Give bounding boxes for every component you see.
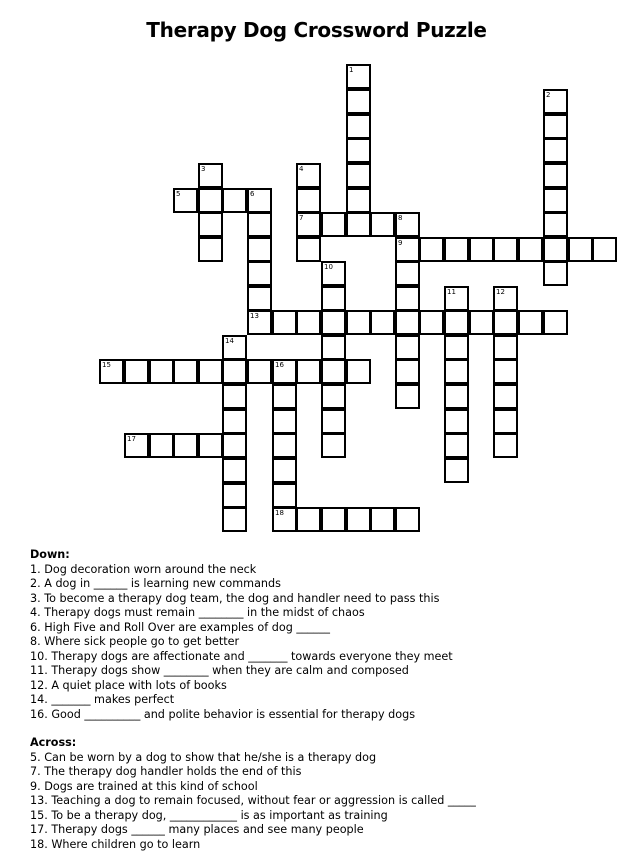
grid-cell[interactable] <box>419 237 444 262</box>
grid-cell[interactable] <box>272 433 297 458</box>
grid-cell[interactable] <box>296 310 321 335</box>
across-clues-list <box>30 751 620 853</box>
down-heading: Down: <box>30 548 70 561</box>
clue-number: 12 <box>496 288 505 296</box>
clue-number: 1 <box>349 66 354 74</box>
grid-cell[interactable] <box>543 212 568 237</box>
grid-cell[interactable] <box>321 212 346 237</box>
grid-cell[interactable] <box>149 433 174 458</box>
clue-number: 17 <box>127 435 136 443</box>
grid-cell[interactable] <box>444 310 469 335</box>
down-clue: 3. To become a therapy dog team, the dog and handler need to pass this <box>30 591 440 605</box>
down-clue: 6. High Five and Roll Over are examples of dog ______ <box>30 620 330 634</box>
grid-cell[interactable] <box>592 237 617 262</box>
grid-cell[interactable] <box>296 237 321 262</box>
grid-cell[interactable] <box>346 507 371 532</box>
grid-cell[interactable] <box>346 114 371 139</box>
clue-number: 6 <box>250 190 255 198</box>
grid-cell[interactable] <box>370 507 395 532</box>
grid-cell[interactable] <box>543 237 568 262</box>
across-clue: 9. Dogs are trained at this kind of school <box>30 779 258 793</box>
grid-cell[interactable] <box>296 188 321 213</box>
grid-cell[interactable] <box>124 359 149 384</box>
grid-cell[interactable] <box>272 458 297 483</box>
clue-number: 14 <box>225 337 234 345</box>
down-clue: 16. Good __________ and polite behavior is essential for therapy dogs <box>30 707 416 721</box>
clue-number: 7 <box>299 214 304 222</box>
down-clue: 11. Therapy dogs show ________ when they are calm and composed <box>30 664 409 677</box>
grid-cell[interactable] <box>321 335 346 360</box>
grid-cell[interactable] <box>346 163 371 188</box>
grid-cell[interactable] <box>444 409 469 434</box>
grid-cell[interactable] <box>247 212 272 237</box>
grid-cell[interactable] <box>321 310 346 335</box>
grid-cell[interactable] <box>518 310 543 335</box>
grid-cell[interactable] <box>444 458 469 483</box>
down-clue: 10. Therapy dogs are affectionate and _______ towards everyone they meet <box>30 649 453 663</box>
grid-cell[interactable] <box>321 359 346 384</box>
grid-cell[interactable] <box>321 409 346 434</box>
grid-cell[interactable] <box>321 286 346 311</box>
grid-cell[interactable] <box>568 237 593 262</box>
grid-cell[interactable] <box>272 310 297 335</box>
grid-cell[interactable] <box>543 188 568 213</box>
grid-cell[interactable] <box>198 188 223 213</box>
down-clue: 14. _______ makes perfect <box>30 693 175 706</box>
clues-spacer <box>30 722 620 736</box>
grid-cell[interactable] <box>321 507 346 532</box>
clue-number: 5 <box>176 190 181 198</box>
grid-cell[interactable] <box>469 310 494 335</box>
grid-cell[interactable] <box>222 458 247 483</box>
grid-cell[interactable] <box>173 433 198 458</box>
grid-cell[interactable] <box>543 138 568 163</box>
grid-cell[interactable] <box>395 384 420 409</box>
grid-cell[interactable] <box>395 310 420 335</box>
grid-cell[interactable] <box>346 359 371 384</box>
grid-cell[interactable] <box>444 433 469 458</box>
grid-cell[interactable] <box>346 310 371 335</box>
clues-section <box>30 548 620 852</box>
grid-cell[interactable] <box>444 384 469 409</box>
clue-number: 15 <box>102 361 111 369</box>
grid-cell[interactable] <box>198 359 223 384</box>
grid-cell[interactable] <box>173 359 198 384</box>
grid-cell[interactable] <box>149 359 174 384</box>
clue-number: 11 <box>447 288 456 296</box>
clue-number: 18 <box>275 509 284 517</box>
grid-cell[interactable] <box>222 359 247 384</box>
grid-cell[interactable] <box>543 114 568 139</box>
grid-cell[interactable] <box>222 188 247 213</box>
across-clue: 5. Can be worn by a dog to show that he/she is a therapy dog <box>30 750 377 764</box>
across-clue: 13. Teaching a dog to remain focused, without fear or aggression is called _____ <box>30 794 476 807</box>
down-clues-list <box>30 563 620 723</box>
grid-cell[interactable] <box>543 310 568 335</box>
grid-cell[interactable] <box>272 409 297 434</box>
clue-number: 9 <box>398 239 403 247</box>
down-clue: 4. Therapy dogs must remain ________ in the midst of chaos <box>30 606 365 619</box>
grid-cell[interactable] <box>395 286 420 311</box>
grid-cell[interactable] <box>493 310 518 335</box>
grid-cell[interactable] <box>296 359 321 384</box>
grid-cell[interactable] <box>198 433 223 458</box>
grid-cell[interactable] <box>444 335 469 360</box>
clue-number: 10 <box>324 263 333 271</box>
puzzle-title: Therapy Dog Crossword Puzzle <box>146 18 487 42</box>
grid-cell[interactable] <box>370 212 395 237</box>
grid-cell[interactable] <box>543 261 568 286</box>
grid-cell[interactable] <box>346 89 371 114</box>
clue-number: 4 <box>299 165 304 173</box>
grid-cell[interactable] <box>222 483 247 508</box>
grid-cell[interactable] <box>493 384 518 409</box>
grid-cell[interactable] <box>395 359 420 384</box>
grid-cell[interactable] <box>247 286 272 311</box>
grid-cell[interactable] <box>222 507 247 532</box>
across-clue: 17. Therapy dogs ______ many places and see many people <box>30 823 364 836</box>
down-clue: 8. Where sick people go to get better <box>30 635 240 648</box>
grid-cell[interactable] <box>493 409 518 434</box>
across-clue: 18. Where children go to learn <box>30 837 201 851</box>
grid-cell[interactable] <box>444 359 469 384</box>
grid-cell[interactable] <box>395 507 420 532</box>
clue-number: 3 <box>201 165 206 173</box>
grid-cell[interactable] <box>247 261 272 286</box>
grid-cell[interactable] <box>198 237 223 262</box>
down-clue: 2. A dog in ______ is learning new commands <box>30 577 281 590</box>
grid-cell[interactable] <box>493 237 518 262</box>
grid-cell[interactable] <box>222 384 247 409</box>
grid-cell[interactable] <box>222 433 247 458</box>
grid-cell[interactable] <box>321 433 346 458</box>
grid-cell[interactable] <box>493 359 518 384</box>
clue-number: 16 <box>275 361 284 369</box>
grid-cell[interactable] <box>272 483 297 508</box>
grid-cell[interactable] <box>419 310 444 335</box>
clue-number: 2 <box>546 91 551 99</box>
clue-number: 8 <box>398 214 403 222</box>
grid-cell[interactable] <box>247 359 272 384</box>
grid-cell[interactable] <box>346 212 371 237</box>
grid-cell[interactable] <box>469 237 494 262</box>
grid-cell[interactable] <box>198 212 223 237</box>
across-clue: 7. The therapy dog handler holds the end of this <box>30 765 302 778</box>
grid-cell[interactable] <box>493 433 518 458</box>
down-clue: 1. Dog decoration worn around the neck <box>30 562 257 576</box>
clue-number: 13 <box>250 312 259 320</box>
grid-cell[interactable] <box>493 335 518 360</box>
grid-cell[interactable] <box>395 261 420 286</box>
grid-cell[interactable] <box>444 237 469 262</box>
down-clue: 12. A quiet place with lots of books <box>30 678 227 692</box>
grid-cell[interactable] <box>518 237 543 262</box>
grid-cell[interactable] <box>370 310 395 335</box>
grid-cell[interactable] <box>247 237 272 262</box>
grid-cell[interactable] <box>272 384 297 409</box>
grid-cell[interactable] <box>296 507 321 532</box>
grid-cell[interactable] <box>346 138 371 163</box>
grid-cell[interactable] <box>222 409 247 434</box>
grid-cell[interactable] <box>395 335 420 360</box>
grid-cell[interactable] <box>321 384 346 409</box>
across-heading: Across: <box>30 736 77 749</box>
grid-cell[interactable] <box>346 188 371 213</box>
across-clue: 15. To be a therapy dog, ____________ is as important as training <box>30 808 388 822</box>
grid-cell[interactable] <box>543 163 568 188</box>
